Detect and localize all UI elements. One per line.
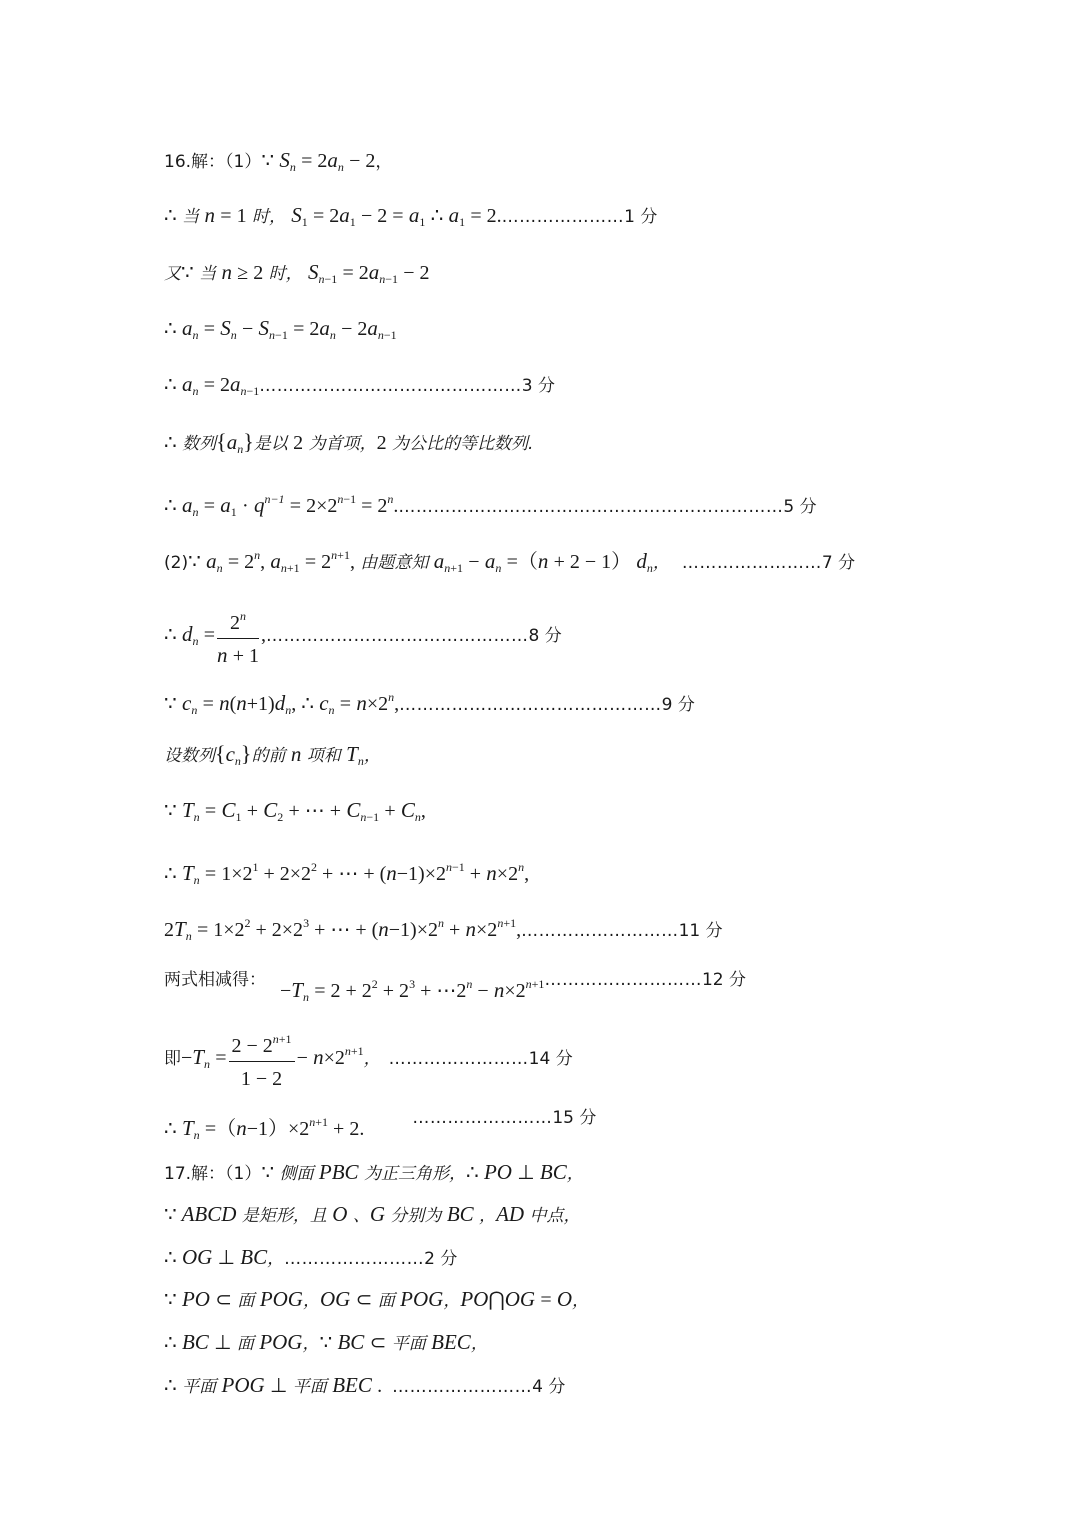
score-leader: …………………… (412, 1108, 553, 1128)
step-line (164, 372, 555, 403)
formula-render: ∴ BC ⊥ 面 POG，∵ BC ⊂ 平面 BEC， (164, 1330, 488, 1354)
formula-render: ∵ PO ⊂ 面 POG，OG ⊂ 面 POG，PO⋂OG = O， (164, 1287, 590, 1311)
formula-render: ∵ $a_n = 2^n$, $a_{n+1} = 2^{n+1}$, 由题意知 $a_{n+1} - a_n =(n + 2 - 1)$ $d_n$， (188, 548, 670, 575)
formula-render: ∴ $d_n$ = $\frac{2^n}{n + 1}$ , (164, 622, 266, 646)
score-leader: …………………… (388, 1048, 529, 1069)
score: 7 分 (821, 553, 856, 573)
formula-render: 又∵ 当 n ≥ 2 时， $S_{n-1} = 2a_{n-1} - 2$ (164, 260, 430, 286)
formula-render: ∴ $a_n = S_n - S_{n-1} = 2a_n - 2a_{n-1}$ (164, 316, 397, 342)
score-leader: ……………………………………… (399, 695, 662, 715)
step-line (164, 260, 430, 291)
score-leader: ……………………………………… (259, 376, 522, 396)
formula-render: ∴ 当 n = 1 时， $S_1 = 2a_1 - 2 = a_1$ ∴ $a_1 = 2$. (164, 203, 502, 229)
score: 12 分 (701, 970, 746, 990)
step-label: 即 (164, 1048, 181, 1069)
formula-render: $-T_n = 2 + 2^2 + 2^3$ + $\cdots 2^n - n\times 2^{n+1}$ (280, 977, 545, 1004)
score-leader: …………………… (392, 1377, 533, 1397)
score: 15 分 (552, 1108, 597, 1128)
score-leader: …………………… (284, 1249, 425, 1269)
score: 9 分 (661, 695, 695, 715)
formula-render: ∴ 平面 POG ⊥ 平面 BEC . (164, 1373, 383, 1397)
formula-render: ∵ $T_n = C_1 + C_2$ + ⋯ + $C_{n-1} + C_n$, (164, 798, 426, 824)
score: 14 分 (528, 1048, 573, 1069)
score: 11 分 (678, 921, 723, 941)
formula-render: ∵ ABCD 是矩形，且 O 、G 分别为 BC ，AD 中点， (164, 1202, 581, 1226)
step-line (164, 1202, 580, 1228)
score-leader: ……………………… (544, 970, 702, 990)
step-line (164, 798, 426, 829)
step-line (164, 960, 746, 1004)
score: 2 分 (424, 1249, 458, 1269)
fraction: $\frac{2^n}{n + 1}$ (217, 603, 259, 669)
score: 5 分 (783, 497, 817, 517)
step-line (164, 742, 381, 773)
step-line (164, 685, 695, 722)
score-leader: ………………… (501, 207, 625, 227)
score-leader: ……………………………………… (266, 625, 529, 646)
score: 8 分 (528, 625, 562, 646)
step-line (164, 1245, 457, 1271)
step-line (164, 1110, 596, 1147)
formula-render: 设数列$\{c_n\}$的前 n 项和 $T_n$， (164, 741, 381, 768)
formula-render: ∴ OG ⊥ BC， (164, 1245, 285, 1269)
formula-render: ∴ $T_n = 1\times 2^1 + 2\times 2^2$ + ⋯ + $(n-1)\times 2^{n-1} + n\times 2^n$, (164, 860, 530, 887)
step-line (164, 1330, 488, 1356)
score-leader: ………………………………………………………… (398, 497, 784, 517)
step-line (164, 1026, 573, 1092)
formula-render: ∵ $S_n = 2a_n - 2$ (261, 148, 376, 174)
score: 1 分 (624, 207, 658, 227)
formula-render: ∴ 数列$\{a_n\}$是以 2 为首项，2 为公比的等比数列. (164, 429, 534, 456)
part-label: (2) (164, 553, 189, 573)
problem-label: 16.解：（1） (164, 152, 262, 172)
formula-render: $2T_n = 1\times 2^2 + 2\times 2^3$ + ⋯ + $(n-1)\times 2^n + n\times 2^{n+1}$, (164, 916, 522, 943)
solution-17-heading (164, 1160, 584, 1186)
step-line (164, 203, 657, 234)
problem-label: 17.解：（1） (164, 1164, 262, 1184)
score: 4 分 (532, 1377, 566, 1397)
score-leader: ……………………… (521, 921, 679, 941)
step-line (164, 316, 397, 347)
step-line (164, 855, 529, 892)
formula-render: ∴ $a_n = 2a_{n-1}$ (164, 372, 260, 398)
step-label: 两式相减得： (164, 970, 266, 990)
formula-render: ∵ 侧面 PBC 为正三角形，∴ PO ⊥ BC， (261, 1160, 584, 1184)
fraction: $\frac{2 - 2^{n+1}}{1 - 2}$ (229, 1026, 295, 1092)
formula-render: $-T_n$ = $\frac{2 - 2^{n+1}}{1 - 2}$ − $n\times 2^{n+1}$， (181, 1045, 381, 1069)
step-line (164, 1373, 565, 1399)
formula-render: ∴ $T_n =(n-1)\times 2^{n+1} + 2$. (164, 1115, 365, 1142)
solution-16-heading: 16.解：（1）∵ $S_n = 2a_n - 2$， (164, 148, 393, 174)
step-line (164, 603, 562, 669)
step-line (164, 911, 723, 948)
score: 3 分 (521, 376, 556, 396)
step-line (164, 1287, 589, 1313)
step-line (164, 430, 533, 461)
formula-render: ∵ $c_n = n(n+1)d_n$, ∴ $c_n = n\times 2^n$, (164, 690, 400, 717)
score-leader: …………………… (681, 553, 822, 573)
step-line (164, 543, 855, 580)
formula-render: ∴ $a_n = a_1 \cdot q^{n-1} = 2\times 2^{n-1} = 2^n$. (164, 492, 399, 519)
step-line (164, 487, 817, 524)
